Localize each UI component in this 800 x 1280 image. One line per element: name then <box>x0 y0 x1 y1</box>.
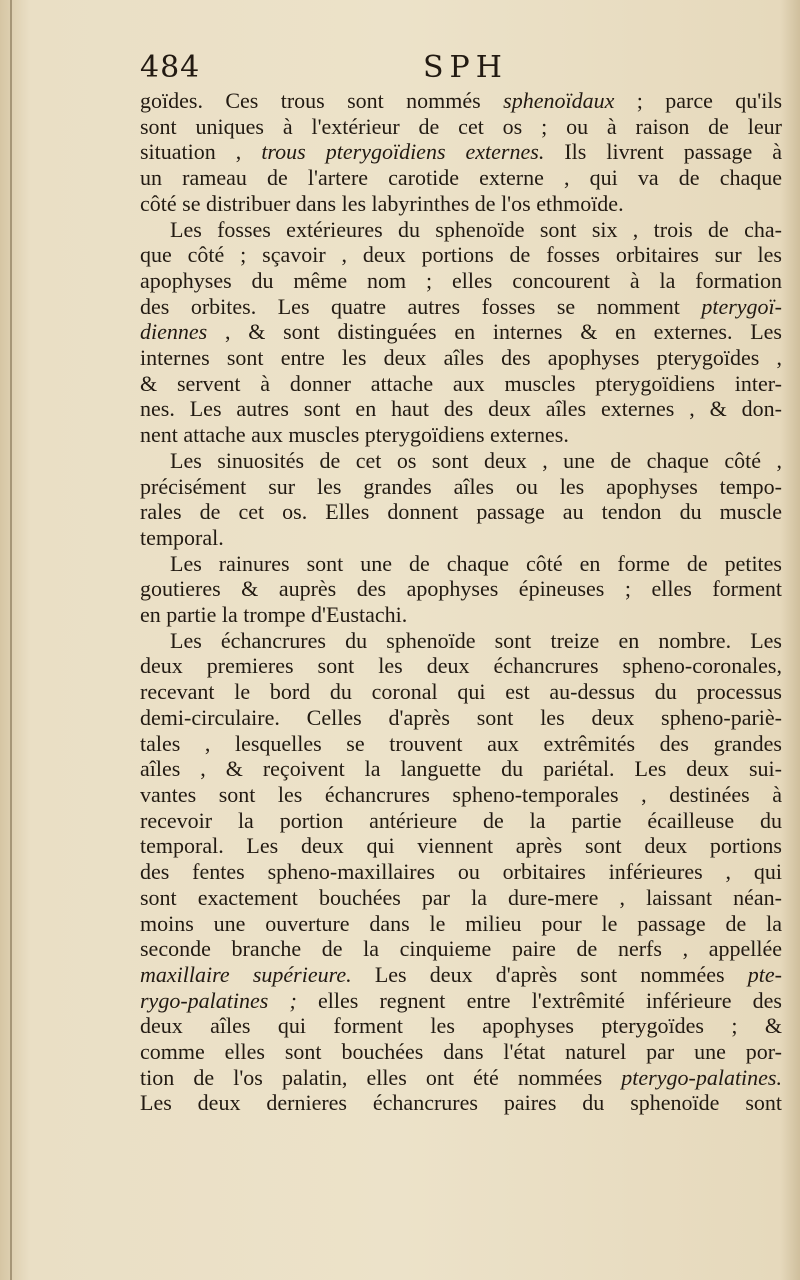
text-run: goutieres & auprès des apophyses épineuses ; elles forment <box>140 576 782 602</box>
text-line <box>140 1065 782 1091</box>
text-line <box>140 294 782 320</box>
text-run: tales , lesquelles se trouvent aux extrêmités des grandes <box>140 730 782 756</box>
text-line <box>140 962 782 988</box>
text-line <box>140 396 782 422</box>
italic-term: maxillaire supérieure. <box>140 961 352 987</box>
text-run: recevoir la portion antérieure de la partie écailleuse du <box>140 807 782 833</box>
text-line <box>140 217 782 243</box>
text-run: sont exactement bouchées par la dure-mere , laissant néan- <box>140 884 782 910</box>
text-line <box>140 165 782 191</box>
text-line <box>140 988 782 1014</box>
text-run: temporal. Les deux qui viennent après sont deux portions <box>140 833 782 859</box>
body-text <box>140 88 782 1116</box>
text-line <box>140 653 782 679</box>
text-line <box>140 705 782 731</box>
text-line <box>140 833 782 859</box>
text-line <box>140 242 782 268</box>
text-run: nes. Les autres sont en haut des deux aîles externes , & don- <box>140 396 782 422</box>
text-run: un rameau de l'artere carotide externe , qui va de chaque <box>140 165 782 191</box>
text-line <box>140 191 782 217</box>
text-run: apophyses du même nom ; elles concourent à la formation <box>140 267 782 293</box>
text-run: moins une ouverture dans le milieu pour le passage de la <box>140 910 782 936</box>
italic-term: trous pterygoïdiens externes. <box>261 139 545 165</box>
text-line <box>140 474 782 500</box>
text-line <box>140 551 782 577</box>
text-run: Les rainures sont une de chaque côté en forme de petites <box>170 550 782 576</box>
text-line <box>140 911 782 937</box>
text-line <box>140 268 782 294</box>
italic-term: pte- <box>747 961 782 987</box>
text-run: Les deux d'après sont nommées <box>351 961 748 987</box>
text-run: rales de cet os. Elles donnent passage au tendon du muscle <box>140 499 782 525</box>
text-line <box>140 859 782 885</box>
text-run: seconde branche de la cinquieme paire de nerfs , appellée <box>140 936 782 962</box>
text-run: internes sont entre les deux aîles des apophyses pterygoïdes , <box>140 345 782 371</box>
text-run: tion de l'os palatin, elles ont été nommées <box>140 1064 622 1090</box>
text-run: elles regnent entre l'extrêmité inférieure des <box>296 987 782 1013</box>
text-run: temporal. <box>140 524 224 550</box>
text-line <box>140 345 782 371</box>
text-run: demi-circulaire. Celles d'après sont les deux spheno-pariè- <box>140 704 782 730</box>
italic-term: pterygo-palatines. <box>621 1064 782 1090</box>
text-run: des fentes spheno-maxillaires ou orbitaires inférieures , qui <box>140 859 782 885</box>
text-run: Les deux dernieres échancrures paires du sphenoïde sont <box>140 1090 782 1116</box>
text-run: deux premieres sont les deux échancrures spheno-coronales, <box>140 653 782 679</box>
text-run: Les sinuosités de cet os sont deux , une de chaque côté , <box>170 447 782 473</box>
text-line <box>140 679 782 705</box>
text-line <box>140 756 782 782</box>
text-run: nent attache aux muscles pterygoïdiens externes. <box>140 422 569 448</box>
text-run: côté se distribuer dans les labyrinthes de l'os ethmoïde. <box>140 190 624 216</box>
text-line <box>140 525 782 551</box>
italic-term: rygo-palatines ; <box>140 987 297 1013</box>
italic-term: diennes <box>140 319 208 345</box>
text-run: & servent à donner attache aux muscles pterygoïdiens inter- <box>140 370 782 396</box>
text-run: recevant le bord du coronal qui est au-dessus du processus <box>140 679 782 705</box>
text-run: des orbites. Les quatre autres fosses se nomment <box>140 293 702 319</box>
text-line <box>140 782 782 808</box>
text-line <box>140 371 782 397</box>
text-line <box>140 808 782 834</box>
running-head: SPH <box>423 50 508 85</box>
text-line <box>140 114 782 140</box>
text-run: Les échancrures du sphenoïde sont treize en nombre. Les <box>170 627 782 653</box>
text-line <box>140 576 782 602</box>
text-line <box>140 602 782 628</box>
text-run: Les fosses extérieures du sphenoïde sont six , trois de cha- <box>170 216 782 242</box>
text-line <box>140 1013 782 1039</box>
text-line <box>140 499 782 525</box>
text-run: comme elles sont bouchées dans l'état naturel par une por- <box>140 1039 782 1065</box>
text-run: ; parce qu'ils <box>614 88 783 113</box>
text-run: deux aîles qui forment les apophyses pterygoïdes ; & <box>140 1013 782 1039</box>
text-run: que côté ; sçavoir , deux portions de fosses orbitaires sur les <box>140 242 782 268</box>
text-run: précisément sur les grandes aîles ou les apophyses tempo- <box>140 473 782 499</box>
text-run: , & sont distinguées en internes & en externes. Les <box>207 319 782 345</box>
text-run: Ils livrent passage à <box>544 139 783 165</box>
page-number: 484 <box>140 50 201 85</box>
text-line <box>140 1090 782 1116</box>
text-line <box>140 731 782 757</box>
text-line <box>140 88 782 114</box>
text-run: en partie la trompe d'Eustachi. <box>140 602 408 628</box>
text-run: situation , <box>140 139 262 165</box>
text-line <box>140 422 782 448</box>
italic-term: sphenoïdaux <box>503 88 615 113</box>
text-line <box>140 885 782 911</box>
text-run: aîles , & reçoivent la languette du pariétal. Les deux sui- <box>140 756 782 782</box>
text-run: sont uniques à l'extérieur de cet os ; ou à raison de leur <box>140 113 782 139</box>
text-line <box>140 448 782 474</box>
text-line <box>140 1039 782 1065</box>
italic-term: pterygoï- <box>701 293 782 319</box>
text-line <box>140 936 782 962</box>
text-line <box>140 139 782 165</box>
binding-gutter <box>10 0 12 1280</box>
text-line <box>140 319 782 345</box>
text-line <box>140 628 782 654</box>
text-run: goïdes. Ces trous sont nommés <box>140 88 504 113</box>
text-run: vantes sont les échancrures spheno-temporales , destinées à <box>140 781 782 807</box>
